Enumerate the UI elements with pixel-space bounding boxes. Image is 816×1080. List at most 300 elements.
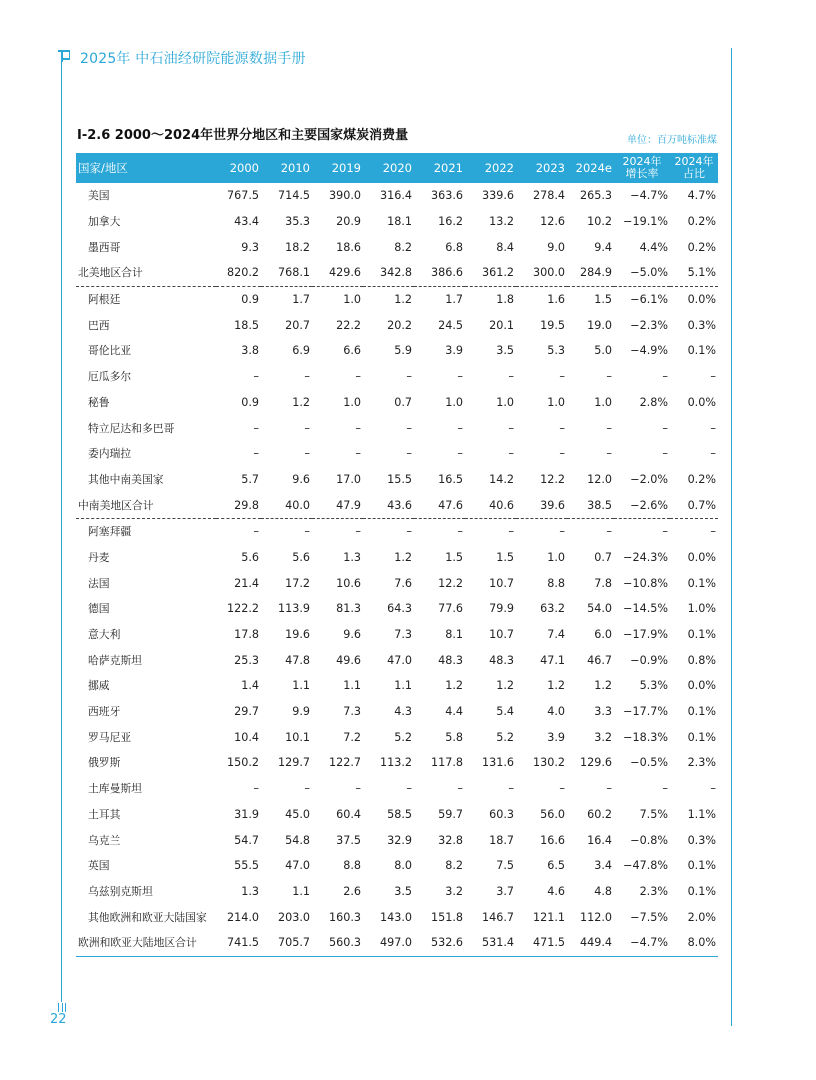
row-growth: −14.5% [623, 602, 668, 616]
row-value: 130.2 [532, 756, 565, 770]
table-row [76, 853, 718, 879]
table-row [76, 286, 718, 312]
table-row [76, 545, 718, 571]
row-value: 214.0 [226, 910, 259, 924]
row-value: 79.9 [489, 602, 514, 616]
row-value: 15.5 [387, 472, 412, 486]
header-year: 2024e [575, 160, 612, 175]
row-value: – [559, 447, 565, 461]
row-value: 7.8 [594, 576, 612, 590]
header-year: 2023 [535, 160, 565, 175]
row-name: 阿塞拜疆 [88, 525, 132, 539]
row-value: 5.2 [496, 730, 514, 744]
row-share: 0.0% [687, 293, 716, 307]
row-name: 阿根廷 [88, 293, 121, 307]
row-name: 土库曼斯坦 [88, 782, 142, 796]
row-name: 秘鲁 [88, 395, 110, 409]
row-value: 1.0 [496, 395, 514, 409]
row-value: 278.4 [532, 189, 565, 203]
row-value: 560.3 [312, 930, 363, 956]
row-value: 25.3 [234, 653, 259, 667]
row-value: 5.2 [394, 730, 412, 744]
row-value: – [406, 421, 412, 435]
row-value: – [457, 370, 463, 384]
row-name: 欧洲和欧亚大陆地区合计 [76, 930, 216, 956]
row-share: 1.1% [687, 807, 716, 821]
header-name: 国家/地区 [78, 160, 128, 175]
row-value: 9.9 [292, 705, 310, 719]
table-header-row [76, 153, 718, 183]
row-value: – [508, 421, 514, 435]
row-value: 16.6 [540, 833, 565, 847]
row-value: 8.4 [496, 240, 514, 254]
row-value: 7.5 [496, 859, 514, 873]
table-subtotal-row [76, 492, 718, 518]
row-value: 1.7 [292, 293, 310, 307]
row-value: 47.8 [285, 653, 310, 667]
row-value: 2.6 [343, 884, 361, 898]
row-value: 6.8 [445, 240, 463, 254]
row-value: 20.7 [285, 318, 310, 332]
row-value: 3.3 [594, 705, 612, 719]
row-name: 乌克兰 [88, 833, 121, 847]
row-value: 1.4 [241, 679, 259, 693]
table-subtotal-row [76, 260, 718, 286]
row-value: – [508, 370, 514, 384]
row-value: 339.6 [481, 189, 514, 203]
row-value: 59.7 [438, 807, 463, 821]
table-title: I-2.6 2000～2024年世界分地区和主要国家煤炭消费量 [77, 128, 409, 143]
row-growth: – [662, 421, 668, 435]
row-value: 21.4 [234, 576, 259, 590]
left-frame-line [61, 58, 62, 1002]
row-value: 12.2 [438, 576, 463, 590]
header-year: 2010 [280, 160, 310, 175]
row-value: – [406, 370, 412, 384]
row-value: 17.2 [285, 576, 310, 590]
table-row [76, 209, 718, 235]
row-value: – [559, 421, 565, 435]
row-value: 1.0 [445, 395, 463, 409]
row-value: 531.4 [465, 930, 516, 956]
row-value: 1.0 [547, 395, 565, 409]
header-year: 2019 [331, 160, 361, 175]
row-value: 151.8 [430, 910, 463, 924]
row-growth: −4.7% [630, 189, 668, 203]
row-value: 5.9 [394, 344, 412, 358]
row-value: 60.3 [489, 807, 514, 821]
row-value: – [606, 370, 612, 384]
table-row [76, 390, 718, 416]
row-value: – [457, 421, 463, 435]
coal-consumption-table [76, 153, 718, 957]
row-share: 0.0% [687, 679, 716, 693]
row-name: 罗马尼亚 [88, 730, 132, 744]
row-value: 10.2 [587, 215, 612, 229]
row-value: 3.7 [496, 884, 514, 898]
row-value: – [253, 782, 259, 796]
row-name: 乌兹别克斯坦 [88, 884, 153, 898]
row-name: 厄瓜多尔 [88, 370, 132, 384]
row-share: 0.3% [687, 318, 716, 332]
row-value: – [304, 370, 310, 384]
row-value: 7.4 [547, 628, 565, 642]
row-value: 1.2 [445, 679, 463, 693]
row-value: 5.0 [594, 344, 612, 358]
row-value: 265.3 [579, 189, 612, 203]
row-growth: −10.8% [623, 576, 668, 590]
row-growth: −2.6% [614, 492, 670, 518]
row-name: 德国 [88, 602, 110, 616]
row-growth: – [662, 525, 668, 539]
row-name: 墨西哥 [88, 240, 121, 254]
row-value: 35.3 [285, 215, 310, 229]
row-name: 特立尼达和多巴哥 [88, 421, 175, 435]
row-value: 29.8 [216, 492, 261, 518]
row-value: 20.1 [489, 318, 514, 332]
row-name: 中南美地区合计 [76, 492, 216, 518]
row-value: 19.5 [540, 318, 565, 332]
row-name: 土耳其 [88, 807, 121, 821]
row-value: 58.5 [387, 807, 412, 821]
row-share: 0.1% [687, 730, 716, 744]
row-value: 45.0 [285, 807, 310, 821]
row-value: 1.5 [594, 293, 612, 307]
row-growth: −19.1% [623, 215, 668, 229]
row-growth: −17.7% [623, 705, 668, 719]
row-value: 3.4 [594, 859, 612, 873]
row-value: 24.5 [438, 318, 463, 332]
row-value: 1.5 [445, 550, 463, 564]
row-share: 0.2% [687, 240, 716, 254]
table-row [76, 904, 718, 930]
row-name: 美国 [88, 189, 110, 203]
row-value: 129.6 [579, 756, 612, 770]
row-value: 63.2 [540, 602, 565, 616]
row-value: 361.2 [465, 260, 516, 286]
row-value: 12.6 [540, 215, 565, 229]
row-value: – [253, 421, 259, 435]
row-name: 其他中南美国家 [88, 472, 164, 486]
row-value: – [406, 525, 412, 539]
table-row [76, 234, 718, 260]
table-row [76, 699, 718, 725]
row-value: 22.2 [336, 318, 361, 332]
row-value: 3.8 [241, 344, 259, 358]
row-value: 40.6 [465, 492, 516, 518]
row-value: 1.0 [594, 395, 612, 409]
row-value: 12.0 [587, 472, 612, 486]
row-value: 0.7 [594, 550, 612, 564]
row-value: 7.3 [343, 705, 361, 719]
vertical-bars-icon [57, 1003, 67, 1012]
row-value: 32.8 [438, 833, 463, 847]
row-value: 342.8 [363, 260, 414, 286]
header-growth-line1: 2024年 [622, 155, 662, 168]
row-value: 5.6 [241, 550, 259, 564]
page-number: 22 [50, 1012, 67, 1027]
row-name: 英国 [88, 859, 110, 873]
row-value: 9.3 [241, 240, 259, 254]
row-growth: −4.9% [630, 344, 668, 358]
row-value: 741.5 [216, 930, 261, 956]
row-name: 法国 [88, 576, 110, 590]
row-value: 46.7 [587, 653, 612, 667]
row-value: 39.6 [516, 492, 567, 518]
row-value: – [253, 370, 259, 384]
table-row [76, 364, 718, 390]
right-frame-line [731, 48, 732, 1026]
row-value: 16.4 [587, 833, 612, 847]
table-body [76, 183, 718, 956]
row-value: 1.2 [594, 679, 612, 693]
header-growth-line2: 增长率 [625, 167, 659, 180]
header-year: 2022 [484, 160, 514, 175]
table-row [76, 415, 718, 441]
row-value: 5.8 [445, 730, 463, 744]
row-value: 203.0 [277, 910, 310, 924]
row-value: 37.5 [336, 833, 361, 847]
corner-bracket-icon [58, 50, 70, 62]
row-value: 284.9 [567, 260, 614, 286]
row-growth: −17.9% [623, 628, 668, 642]
row-value: 6.9 [292, 344, 310, 358]
row-share: – [710, 525, 716, 539]
table-subtotal-row [76, 930, 718, 956]
row-share: – [710, 421, 716, 435]
row-value: 4.8 [594, 884, 612, 898]
row-share: 8.0% [670, 930, 718, 956]
row-growth: 4.4% [639, 240, 668, 254]
row-value: 55.5 [234, 859, 259, 873]
table-row [76, 338, 718, 364]
row-share: 0.3% [687, 833, 716, 847]
page-header-title: 2025年 中石油经研院能源数据手册 [80, 51, 306, 67]
row-value: 131.6 [481, 756, 514, 770]
row-value: 20.2 [387, 318, 412, 332]
row-value: 56.0 [540, 807, 565, 821]
row-value: 1.1 [343, 679, 361, 693]
row-value: 54.7 [234, 833, 259, 847]
row-growth: −4.7% [614, 930, 670, 956]
row-growth: −6.1% [630, 293, 668, 307]
row-value: 1.2 [394, 293, 412, 307]
row-value: – [355, 447, 361, 461]
row-value: 4.4 [445, 705, 463, 719]
row-value: 129.7 [277, 756, 310, 770]
row-value: 1.7 [445, 293, 463, 307]
row-value: 122.2 [226, 602, 259, 616]
row-value: – [606, 525, 612, 539]
row-value: 12.2 [540, 472, 565, 486]
row-value: 121.1 [532, 910, 565, 924]
row-value: 4.3 [394, 705, 412, 719]
row-value: 1.1 [292, 679, 310, 693]
row-value: 6.0 [594, 628, 612, 642]
row-value: 0.7 [394, 395, 412, 409]
row-value: 18.6 [336, 240, 361, 254]
row-value: 32.9 [387, 833, 412, 847]
row-value: 17.0 [336, 472, 361, 486]
row-value: 6.5 [547, 859, 565, 873]
row-value: – [508, 525, 514, 539]
row-value: – [508, 782, 514, 796]
row-share: 0.0% [687, 550, 716, 564]
row-value: 18.5 [234, 318, 259, 332]
row-value: 14.2 [489, 472, 514, 486]
row-value: – [406, 447, 412, 461]
row-value: 47.0 [285, 859, 310, 873]
row-value: 3.2 [594, 730, 612, 744]
row-growth: 2.3% [639, 884, 668, 898]
header-year: 2020 [382, 160, 412, 175]
row-share: – [710, 370, 716, 384]
row-share: – [710, 782, 716, 796]
row-value: 3.5 [496, 344, 514, 358]
row-share: 0.2% [687, 472, 716, 486]
row-value: 6.6 [343, 344, 361, 358]
row-value: 117.8 [430, 756, 463, 770]
row-growth: −47.8% [623, 859, 668, 873]
row-share: – [710, 447, 716, 461]
row-value: 48.3 [489, 653, 514, 667]
row-value: 0.9 [241, 395, 259, 409]
row-value: 18.2 [285, 240, 310, 254]
row-value: 47.6 [414, 492, 465, 518]
row-value: – [606, 447, 612, 461]
row-value: 60.4 [336, 807, 361, 821]
row-growth: −0.9% [630, 653, 668, 667]
table-row [76, 827, 718, 853]
row-value: 1.0 [343, 293, 361, 307]
row-value: – [508, 447, 514, 461]
table-row [76, 724, 718, 750]
row-value: 20.9 [336, 215, 361, 229]
row-value: 43.6 [363, 492, 414, 518]
row-name: 哈萨克斯坦 [88, 653, 142, 667]
row-value: 18.7 [489, 833, 514, 847]
row-growth: −2.0% [630, 472, 668, 486]
row-value: 47.1 [540, 653, 565, 667]
row-value: 1.2 [394, 550, 412, 564]
row-value: – [304, 782, 310, 796]
row-value: – [457, 782, 463, 796]
row-name: 哥伦比亚 [88, 344, 132, 358]
row-name: 巴西 [88, 318, 110, 332]
row-share: 0.1% [687, 576, 716, 590]
row-share: 0.7% [670, 492, 718, 518]
row-value: 17.8 [234, 628, 259, 642]
row-value: 1.5 [496, 550, 514, 564]
header-year: 2000 [229, 160, 259, 175]
row-value: – [606, 421, 612, 435]
row-share: 2.0% [687, 910, 716, 924]
row-value: 10.4 [234, 730, 259, 744]
row-value: 13.2 [489, 215, 514, 229]
header-share-line1: 2024年 [674, 155, 714, 168]
row-name: 委内瑞拉 [88, 447, 132, 461]
table-row [76, 312, 718, 338]
row-value: – [355, 525, 361, 539]
row-value: 7.3 [394, 628, 412, 642]
row-value: 5.6 [292, 550, 310, 564]
row-value: 0.9 [241, 293, 259, 307]
table-row [76, 596, 718, 622]
row-value: 31.9 [234, 807, 259, 821]
row-share: 2.3% [687, 756, 716, 770]
row-value: 10.7 [489, 576, 514, 590]
row-value: 19.6 [285, 628, 310, 642]
row-value: – [457, 525, 463, 539]
row-value: 10.6 [336, 576, 361, 590]
row-value: – [457, 447, 463, 461]
row-value: 9.6 [343, 628, 361, 642]
table-row [76, 776, 718, 802]
row-name: 丹麦 [88, 550, 110, 564]
row-value: 8.1 [445, 628, 463, 642]
table-row [76, 647, 718, 673]
row-value: 60.2 [587, 807, 612, 821]
row-value: 1.2 [292, 395, 310, 409]
table-row [76, 441, 718, 467]
row-value: 113.9 [277, 602, 310, 616]
table-row [76, 622, 718, 648]
row-value: 10.7 [489, 628, 514, 642]
row-value: – [253, 447, 259, 461]
row-share: 0.1% [687, 628, 716, 642]
row-value: 47.0 [387, 653, 412, 667]
row-growth: −0.8% [630, 833, 668, 847]
unit-label: 单位：百万吨标准煤 [627, 135, 717, 146]
row-value: – [559, 782, 565, 796]
row-value: 8.2 [394, 240, 412, 254]
row-growth: – [662, 782, 668, 796]
row-growth: −0.5% [630, 756, 668, 770]
row-value: 3.9 [445, 344, 463, 358]
row-value: 705.7 [261, 930, 312, 956]
row-value: – [253, 525, 259, 539]
row-value: 1.2 [547, 679, 565, 693]
row-value: 449.4 [567, 930, 614, 956]
row-value: – [406, 782, 412, 796]
row-value: 5.7 [241, 472, 259, 486]
row-value: 4.6 [547, 884, 565, 898]
row-value: 767.5 [226, 189, 259, 203]
row-growth: 7.5% [639, 807, 668, 821]
row-value: 471.5 [516, 930, 567, 956]
row-value: 9.6 [292, 472, 310, 486]
row-share: 0.1% [687, 705, 716, 719]
row-growth: −24.3% [623, 550, 668, 564]
row-value: 8.0 [394, 859, 412, 873]
row-value: 1.8 [496, 293, 514, 307]
row-value: 81.3 [336, 602, 361, 616]
row-share: 5.1% [670, 260, 718, 286]
row-name: 俄罗斯 [88, 756, 121, 770]
row-value: 497.0 [363, 930, 414, 956]
row-growth: 5.3% [639, 679, 668, 693]
row-share: 0.2% [687, 215, 716, 229]
row-value: 1.0 [343, 395, 361, 409]
row-value: 18.1 [387, 215, 412, 229]
row-share: 1.0% [687, 602, 716, 616]
row-value: 49.6 [336, 653, 361, 667]
row-value: – [355, 782, 361, 796]
row-value: 3.5 [394, 884, 412, 898]
row-value: – [606, 782, 612, 796]
row-value: – [559, 370, 565, 384]
row-value: 363.6 [430, 189, 463, 203]
